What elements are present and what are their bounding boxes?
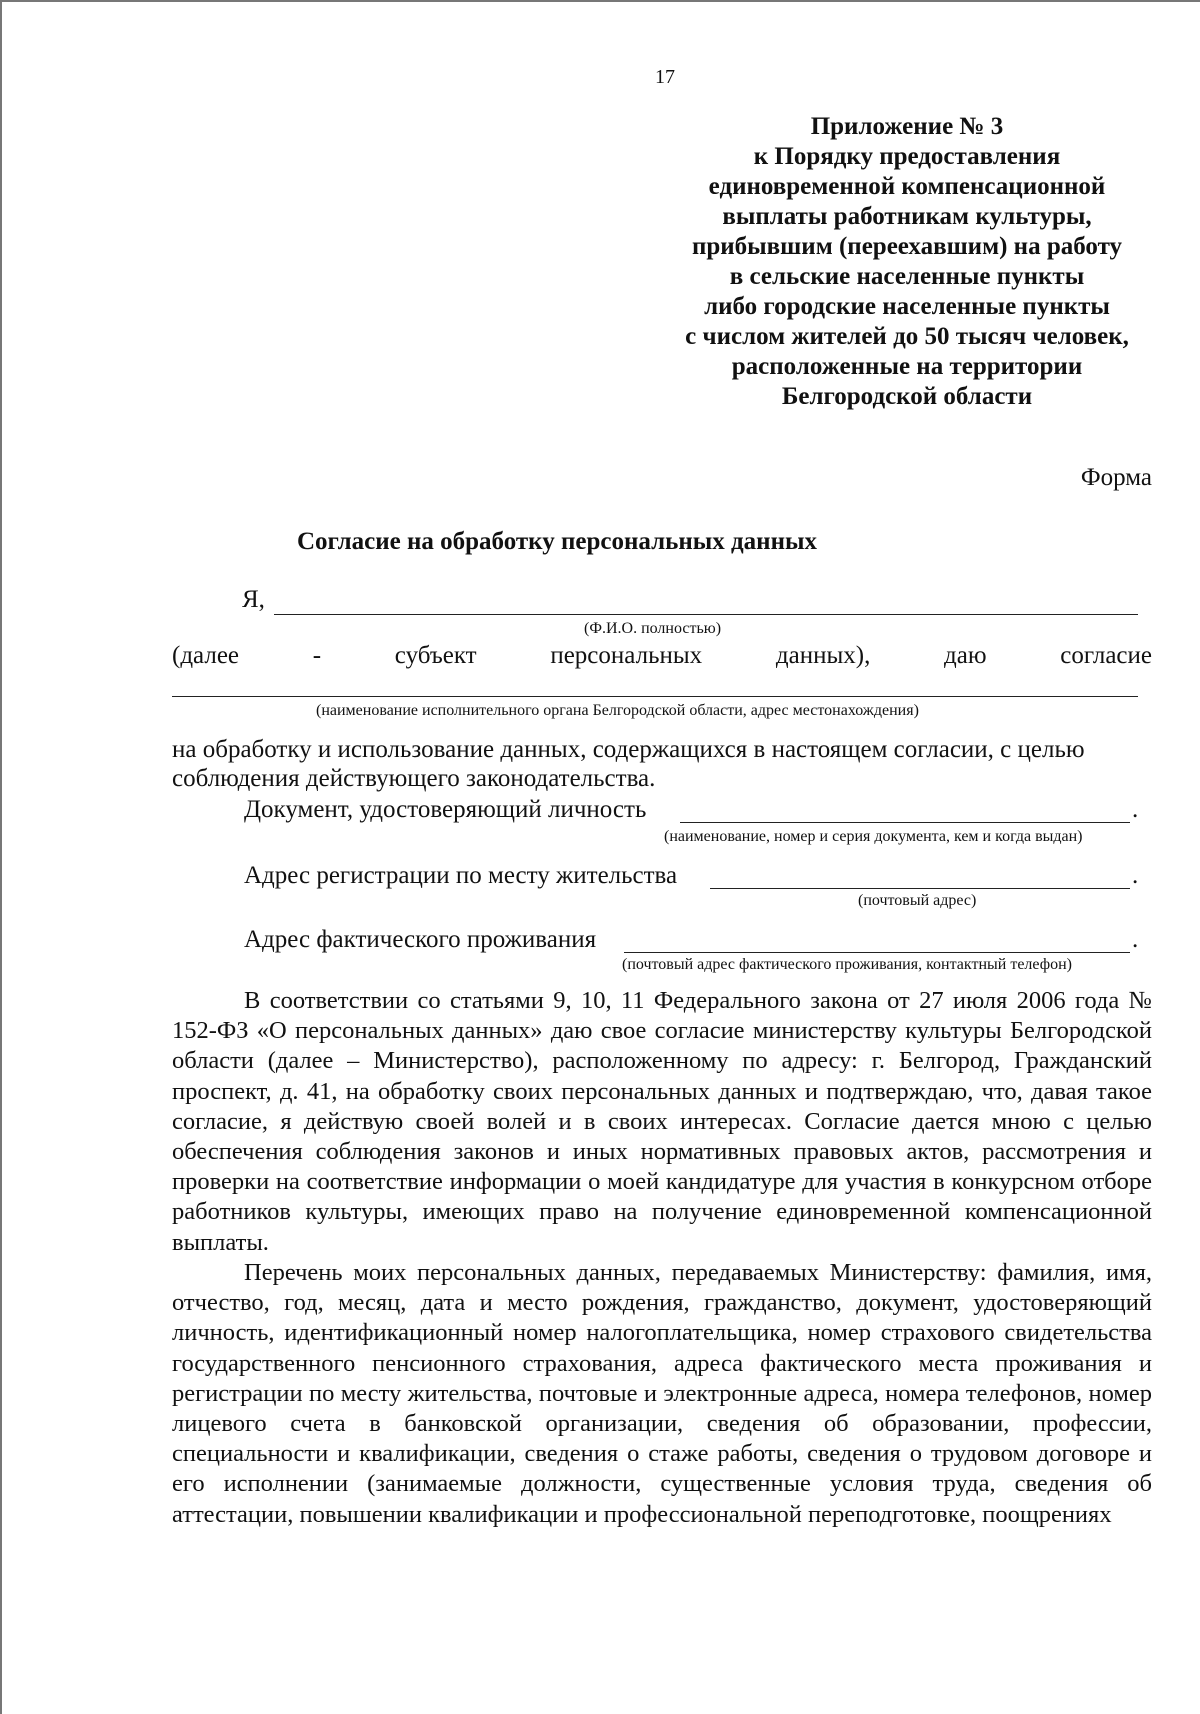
appendix-line: в сельские населенные пункты <box>729 263 1085 290</box>
page-number: 17 <box>655 66 675 88</box>
form-label: Форма <box>1080 464 1152 491</box>
subject-word: даю <box>944 642 987 669</box>
document-title: Согласие на обработку персональных данных <box>296 528 817 555</box>
appendix-line: выплаты работникам культуры, <box>722 203 1092 230</box>
actual-address-dot: . <box>1132 926 1139 953</box>
ya-label: Я, <box>242 586 265 613</box>
appendix-line: Белгородской области <box>781 383 1033 410</box>
actual-address-label: Адрес фактического проживания <box>244 926 597 953</box>
subject-word: - <box>312 642 322 669</box>
consent-paragraph-text: В соответствии со статьями 9, 10, 11 Федерального закона от 27 июля 2006 года № 152-ФЗ «О персональных данных» даю свое согласие министерству культуры Белгородской области (далее – Министерство), расположенному по адресу: г. Белгород, Гражданский проспект, д. 41, на обработку своих персональных данных и подтверждаю, что, давая такое согласие, я действую своей волей и в своих интересах. Согласие дается мною с целью обеспечения соблюдения законов и иных нормативных правовых актов, рассмотрения и проверки на соответствие информации о моей кандидатуре для участия в конкурсном отборе работников культуры, имеющих право на получение единовременной компенсационной выплаты. <box>172 987 1152 1256</box>
organ-field[interactable] <box>172 696 1138 697</box>
appendix-line: либо городские населенные пункты <box>704 293 1110 320</box>
document-field[interactable] <box>680 822 1130 823</box>
subject-word: персональных <box>550 642 703 669</box>
data-list-paragraph-text: Перечень моих персональных данных, передаваемых Министерству: фамилия, имя, отчество, год, месяц, дата и место рождения, гражданство, документ, удостоверяющий личность, идентификационный номер налогоплательщика, номер страхового свидетельства государственного пенсионного страхования, адреса фактического места проживания и регистрации по месту жительства, почтовые и электронные адреса, номера телефонов, номер лицевого счета в банковской организации, сведения об образовании, профессии, специальности и квалификации, сведения о стаже работы, сведения о трудовом договоре и его исполнении (занимаемые должности, существенные условия труда, сведения об аттестации, повышении квалификации и профессиональной переподготовке, поощрениях <box>172 1259 1152 1528</box>
registration-label: Адрес регистрации по месту жительства <box>244 862 678 889</box>
organ-caption: (наименование исполнительного органа Белгородской области, адрес местонахождения) <box>316 702 919 719</box>
subject-word: (далее <box>172 642 240 669</box>
appendix-line: прибывшим (переехавшим) на работу <box>691 233 1123 260</box>
appendix-header <box>662 112 1152 412</box>
data-list-paragraph <box>172 1258 1152 1530</box>
purpose-line-2: соблюдения действующего законодательства. <box>172 765 656 792</box>
appendix-line: Приложение № 3 <box>810 113 1004 140</box>
registration-caption: (почтовый адрес) <box>858 892 977 909</box>
actual-address-caption: (почтовый адрес фактического проживания, контактный телефон) <box>622 956 1072 973</box>
fio-caption: (Ф.И.О. полностью) <box>584 620 722 637</box>
registration-dot: . <box>1132 862 1139 889</box>
appendix-line: с числом жителей до 50 тысяч человек, <box>685 323 1129 350</box>
subject-word: согласие <box>1060 642 1152 669</box>
subject-word: субъект <box>394 642 477 669</box>
consent-paragraph <box>172 986 1152 1258</box>
document-dot: . <box>1132 796 1139 823</box>
appendix-line: единовременной компенсационной <box>708 173 1106 200</box>
purpose-text: на обработку и использование данных, содержащихся в настоящем согласии, с целью <box>172 736 1085 763</box>
subject-word: данных), <box>775 642 871 669</box>
subject-line <box>172 642 1152 670</box>
fio-field[interactable] <box>274 614 1138 615</box>
actual-address-field[interactable] <box>624 952 1130 953</box>
registration-field[interactable] <box>710 888 1130 889</box>
document-caption: (наименование, номер и серия документа, кем и когда выдан) <box>664 828 1083 845</box>
appendix-line: расположенные на территории <box>731 353 1083 380</box>
purpose-line-1 <box>172 736 1152 764</box>
appendix-line: к Порядку предоставления <box>753 143 1061 170</box>
document-label: Документ, удостоверяющий личность <box>244 796 647 823</box>
